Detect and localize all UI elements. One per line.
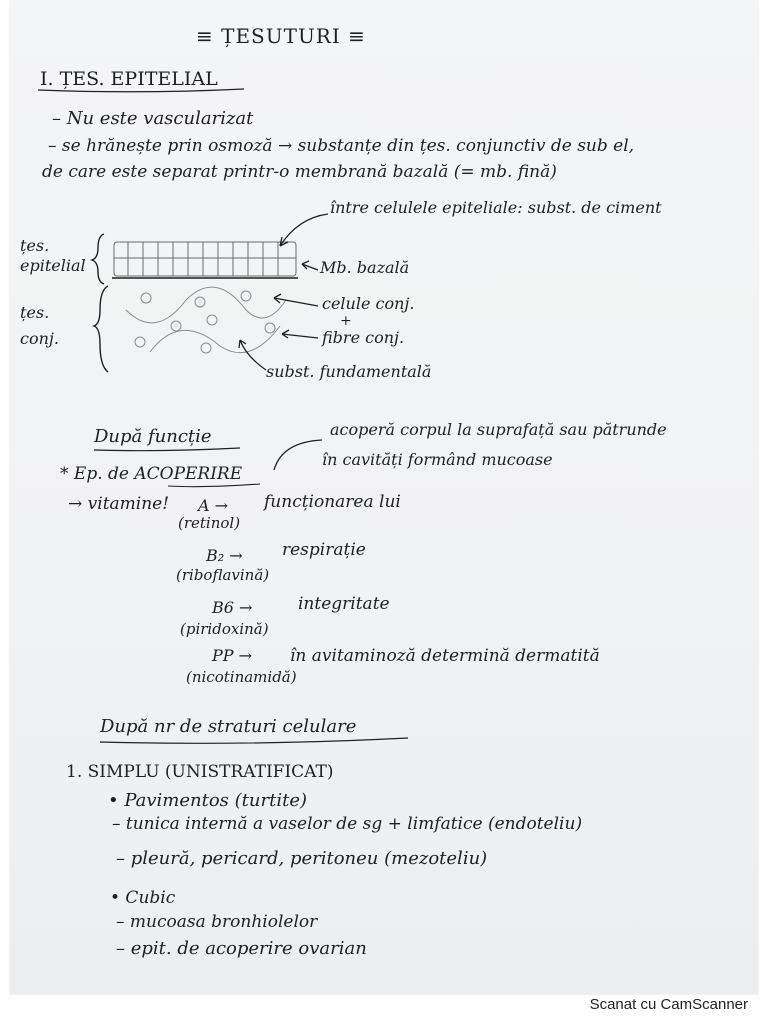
label-mb-bazala: Mb. bazală	[320, 258, 410, 277]
line-hraneste: – se hrănește prin osmoză → substanțe din țes. conjunctiv de sub el,	[48, 136, 635, 156]
vitamin-a-note: funcționarea lui	[264, 492, 401, 512]
connective-tissue-drawing	[126, 287, 286, 353]
item-cubic: • Cubic	[110, 888, 176, 908]
camscanner-footer: Scanat cu CamScanner	[589, 996, 748, 1013]
vitamin-b6-note: integritate	[298, 594, 390, 614]
label-fibre-conj: fibre conj.	[322, 328, 405, 347]
vitamin-b2-sub: (riboflavină)	[176, 566, 270, 584]
vitamin-a-sub: (retinol)	[178, 514, 241, 532]
heading-dupa-functie: După funcție	[94, 426, 212, 447]
label-tes-conj: țes. conj.	[20, 303, 59, 348]
simplu-heading: 1. SIMPLU (UNISTRATIFICAT)	[66, 762, 334, 782]
ep-acoperire: * Ep. de ACOPERIRE	[60, 464, 243, 484]
line-vascularizat: – Nu este vascularizat	[52, 108, 254, 129]
item-pavimentos: • Pavimentos (turtite)	[108, 790, 307, 811]
vitamin-a: A →	[198, 496, 229, 515]
note-acopera: acoperă corpul la suprafață sau pătrunde	[330, 420, 667, 439]
item-epit-ovarian: – epit. de acoperire ovarian	[116, 938, 367, 959]
line-membrana: de care este separat printr-o membrană bazală (= mb. fină)	[42, 162, 557, 182]
label-subst-fundamentala: subst. fundamentală	[266, 362, 432, 381]
heading-straturi: După nr de straturi celulare	[100, 716, 357, 737]
section-heading-epitelial: I. ȚES. EPITELIAL	[40, 68, 218, 90]
epithelial-cells-drawing	[112, 242, 298, 278]
note-cavitati: în cavități formând mucoase	[322, 450, 553, 469]
vitamin-b6-sub: (piridoxină)	[180, 620, 269, 638]
label-celule-conj: celule conj.	[322, 294, 415, 313]
vitamin-b2-note: respirație	[282, 540, 366, 560]
vitamin-b2: B₂ →	[206, 546, 243, 565]
vitamin-pp-sub: (nicotinamidă)	[186, 668, 297, 686]
label-tes-epitelial: țes. epitelial	[20, 236, 86, 275]
item-tunica: – tunica internă a vaselor de sg + limfatice (endoteliu)	[112, 814, 583, 834]
note-ciment: între celulele epiteliale: subst. de ciment	[330, 198, 662, 217]
page-title: ≡ ȚESUTURI ≡	[196, 24, 366, 48]
item-mucoasa: – mucoasa bronhiolelor	[116, 912, 318, 932]
label-plus: +	[340, 313, 352, 329]
vitamin-pp: PP →	[212, 646, 253, 665]
vitamine-label: → vitamine!	[68, 494, 170, 514]
item-pleura: – pleură, pericard, peritoneu (mezoteliu)	[116, 848, 488, 869]
vitamin-b6: B6 →	[212, 598, 253, 617]
vitamin-pp-note: în avitaminoză determină dermatită	[290, 646, 600, 666]
